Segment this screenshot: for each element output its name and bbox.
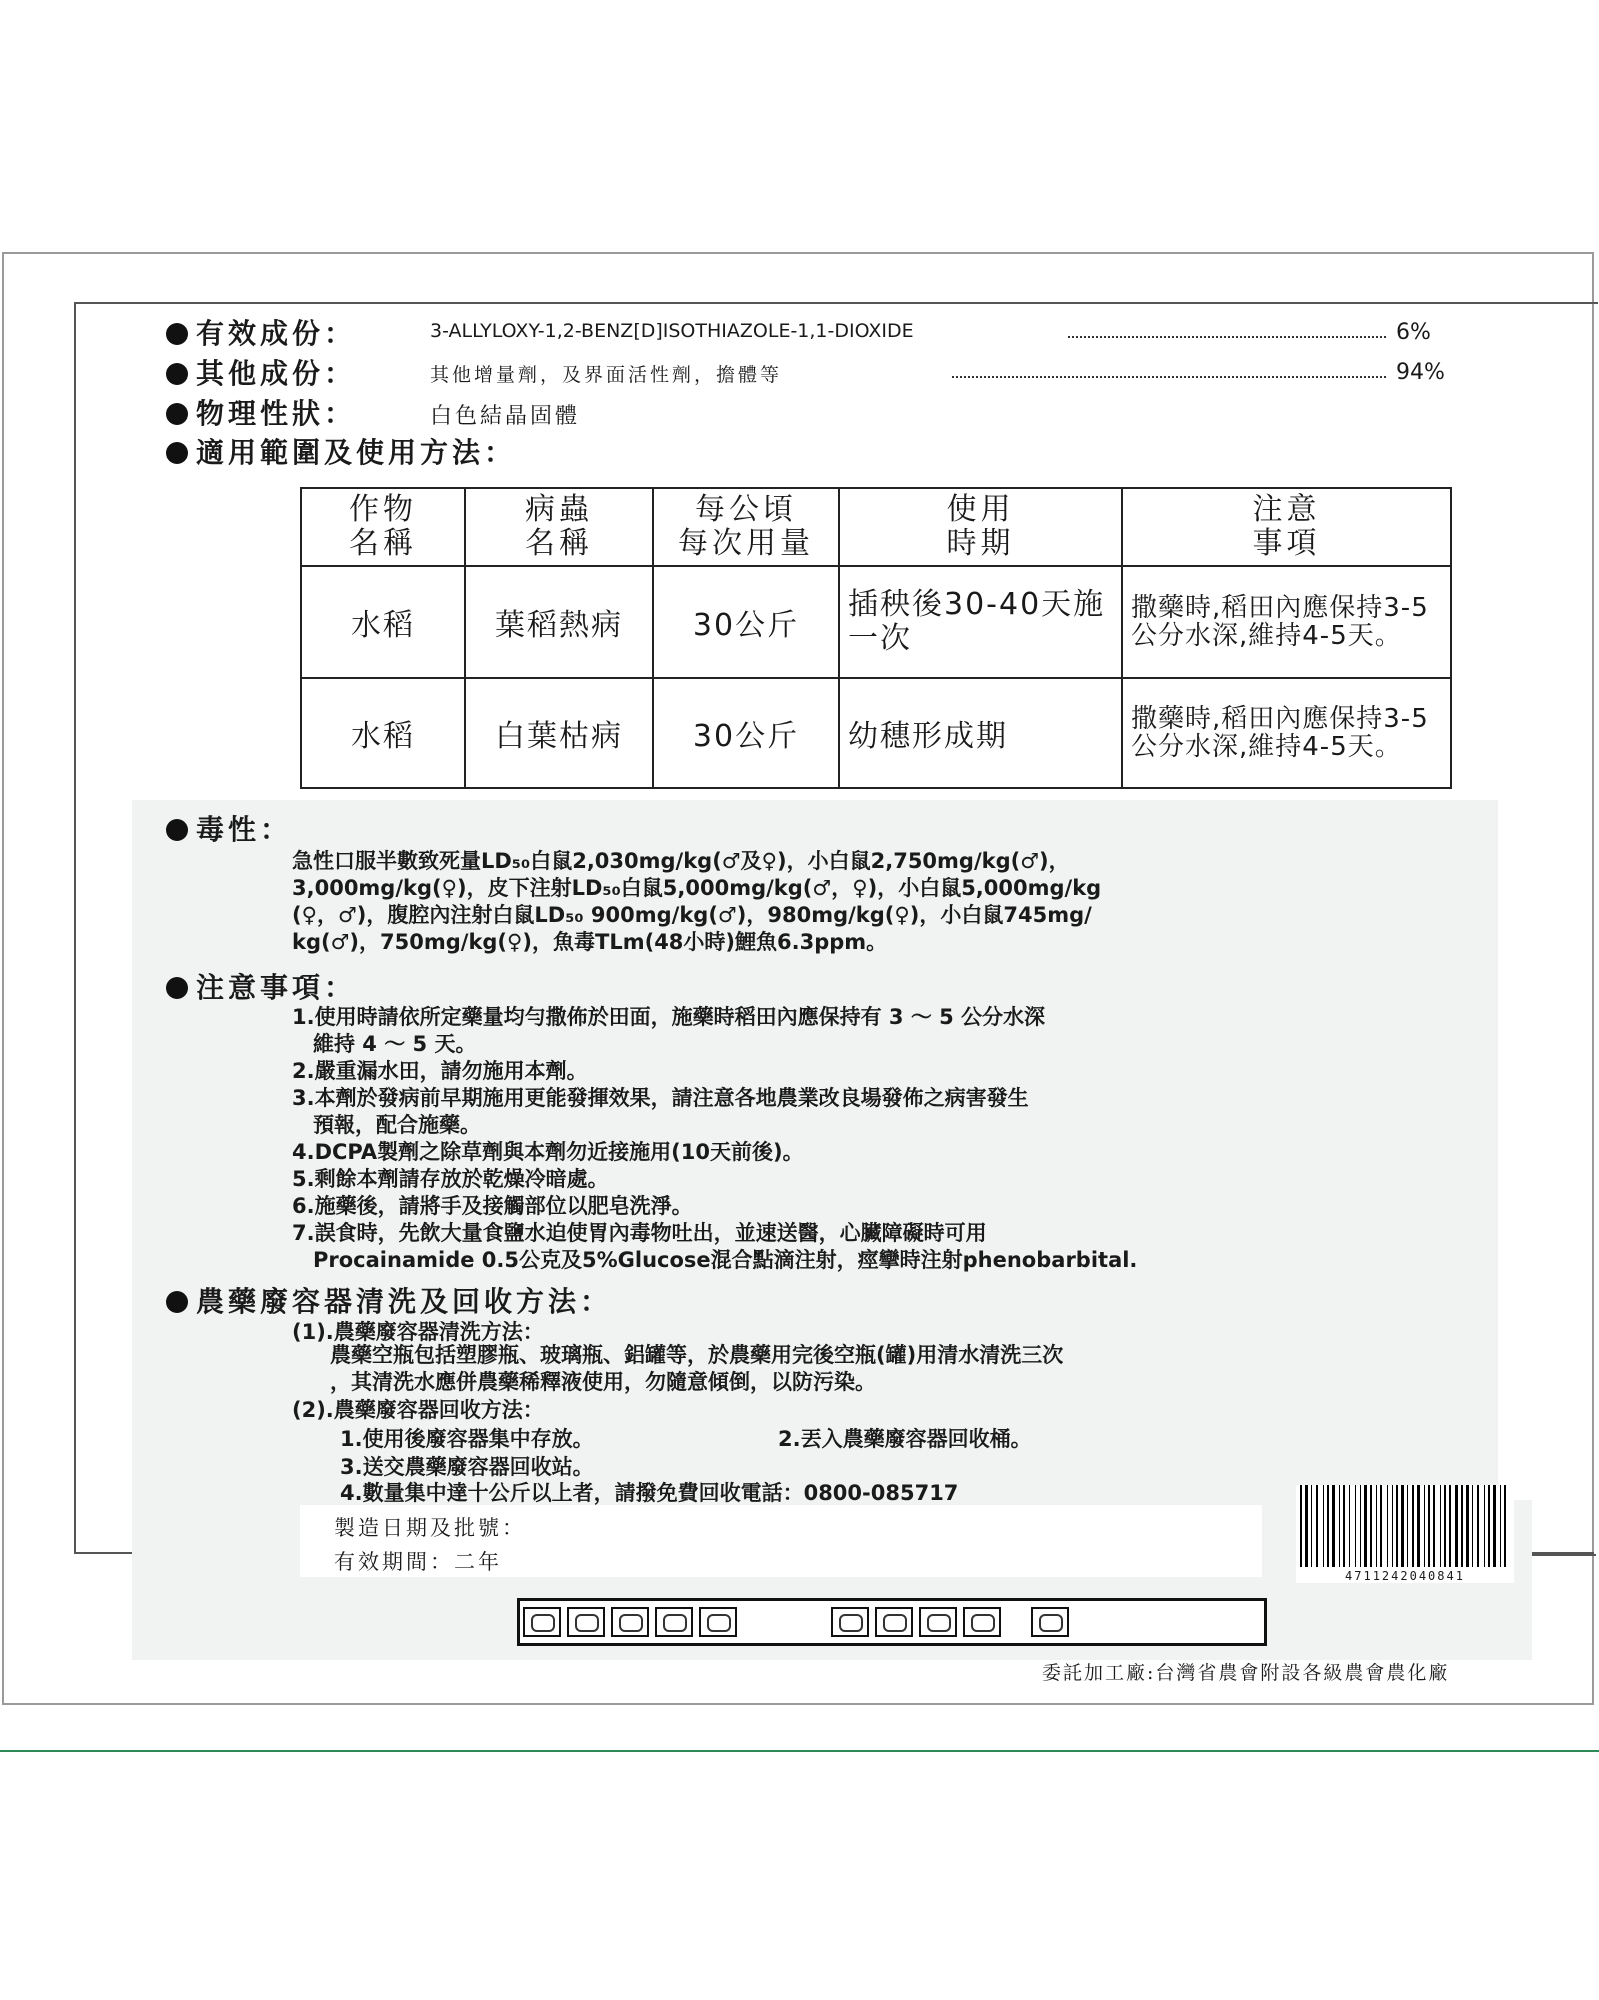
barcode-bar <box>1504 1485 1506 1567</box>
barcode-bar <box>1370 1485 1372 1567</box>
barcode-bar <box>1466 1485 1469 1567</box>
note-cell: 撒藥時,稻田內應保持3-5公分水深,維持4-5天。 <box>1122 566 1451 678</box>
list-item: 7.誤食時，先飲大量食鹽水迫使胃內毒物吐出，並速送醫，心臟障礙時可用 <box>292 1221 987 1245</box>
barcode-bar <box>1433 1485 1435 1567</box>
mask-icon <box>611 1607 649 1637</box>
barcode-bar <box>1484 1485 1485 1567</box>
bullet-icon <box>166 977 188 999</box>
spray-icon <box>655 1607 693 1637</box>
physical-state-value: 白色結晶固體 <box>430 404 581 429</box>
barcode-bar <box>1449 1485 1451 1567</box>
header-cell: 使用 時期 <box>839 488 1122 566</box>
barcode-bar <box>1500 1485 1501 1567</box>
timing-cell: 插秧後30-40天施一次 <box>839 566 1122 678</box>
physical-state-heading: 物理性狀： <box>166 392 356 432</box>
barcode-bar <box>1392 1485 1393 1567</box>
barcode-bar <box>1343 1485 1345 1567</box>
checkered-flag-icon <box>523 1607 561 1637</box>
usage-table <box>300 487 1452 789</box>
barcode-bar <box>1417 1485 1420 1567</box>
gloves-icon <box>567 1607 605 1637</box>
barcode-bar <box>1428 1485 1430 1567</box>
dose-cell: 30公斤 <box>653 566 839 678</box>
bullet-icon <box>166 1291 188 1313</box>
crop-cell: 水稻 <box>301 678 465 788</box>
barcode-bar <box>1387 1485 1388 1567</box>
disease-cell: 白葉枯病 <box>465 678 653 788</box>
manufacturer-footer: 委託加工廠:台灣省農會附設各級農會農化廠 <box>1042 1662 1450 1684</box>
validity-period: 有效期間：二年 <box>334 1550 502 1574</box>
disease-cell: 葉稻熱病 <box>465 566 653 678</box>
manufacture-date-label: 製造日期及批號： <box>334 1516 526 1540</box>
barcode-bar <box>1339 1485 1340 1567</box>
barcode-bar <box>1311 1485 1312 1567</box>
bullet-icon <box>166 403 188 425</box>
barcode-bar <box>1364 1485 1367 1567</box>
barcode-bar <box>1396 1485 1398 1567</box>
usage-heading: 適用範圍及使用方法： <box>166 431 516 471</box>
other-ingredient-heading: 其他成份： <box>166 352 356 392</box>
other-ingredient-value: 其他增量劑，及界面活性劑，擔體等 <box>430 364 783 386</box>
toxicity-heading: 毒性： <box>166 808 292 848</box>
mask-icon <box>919 1607 957 1637</box>
barcode-bar <box>1424 1485 1425 1567</box>
header-cell: 注意 事項 <box>1122 488 1451 566</box>
barcode-bar <box>1305 1485 1308 1567</box>
barcode-bar <box>1472 1485 1473 1567</box>
toxicity-text: 急性口服半數致死量LD₅₀白鼠2,030mg/kg(♂及♀)，小白鼠2,750mg/kg(♂)， 3,000mg/kg(♀)，皮下注射LD₅₀白鼠5,000mg/kg(♂，♀)，小白鼠5,000mg/kg (♀，♂)，腹腔內注射白鼠LD₅₀ 900mg/kg(♂)，980mg/kg(♀)，小白鼠745mg/ kg(♂)，750mg/kg(♀)，魚毒TLm(48小時)鯉魚6.3ppm。 <box>292 849 1102 954</box>
barcode-bar <box>1360 1485 1361 1567</box>
table-row <box>301 678 1451 788</box>
timing-cell: 幼穗形成期 <box>839 678 1122 788</box>
barcode-bar <box>1316 1485 1318 1567</box>
person-washing-icon <box>831 1607 869 1637</box>
barcode-bar <box>1493 1485 1496 1567</box>
pump-icon <box>699 1607 737 1637</box>
recycling-item: 2.丟入農藥廢容器回收桶。 <box>778 1427 1032 1451</box>
precautions-list <box>292 1004 1137 1274</box>
recycling-method1-text: 農藥空瓶包括塑膠瓶、玻璃瓶、鋁罐等，於農藥用完後空瓶(罐)用清水清洗三次 ，其清洗水應併農藥稀釋液使用，勿隨意傾倒，以防污染。 <box>330 1343 1064 1394</box>
bullet-icon <box>166 819 188 841</box>
spray-icon <box>875 1607 913 1637</box>
bullet-icon <box>166 323 188 345</box>
precautions-heading: 注意事項： <box>166 966 356 1006</box>
bullet-icon <box>166 363 188 385</box>
green-rule <box>0 1750 1599 1752</box>
barcode-bar <box>1349 1485 1350 1567</box>
barcode <box>1296 1485 1514 1583</box>
barcode-bar <box>1401 1485 1404 1567</box>
list-item: 1.使用時請依所定藥量均勻撒佈於田面，施藥時稻田內應保持有 3 ～ 5 公分水深 <box>292 1005 1046 1029</box>
list-item: 預報，配合施藥。 <box>292 1113 481 1137</box>
crop-cell: 水稻 <box>301 566 465 678</box>
list-item: 2.嚴重漏水田，請勿施用本劑。 <box>292 1059 588 1083</box>
list-item: 6.施藥後，請將手及接觸部位以肥皂洗淨。 <box>292 1194 693 1218</box>
recycling-item: 4.數量集中達十公斤以上者，請撥免費回收電話：0800-085717 <box>340 1481 959 1505</box>
header-cell: 作物 名稱 <box>301 488 465 566</box>
barcode-bar <box>1461 1485 1463 1567</box>
barcode-bar <box>1300 1485 1302 1567</box>
leader-dots <box>1068 336 1386 338</box>
barcode-digits: 4711242040841 <box>1345 1569 1465 1583</box>
barcode-bar <box>1327 1485 1329 1567</box>
note-cell: 撒藥時,稻田內應保持3-5公分水深,維持4-5天。 <box>1122 678 1451 788</box>
active-ingredient-percent: 6% <box>1396 320 1431 345</box>
frame-tick <box>1570 302 1598 304</box>
barcode-bar <box>1488 1485 1490 1567</box>
barcode-bar <box>1323 1485 1324 1567</box>
list-item: 4.DCPA製劑之除草劑與本劑勿近接施用(10天前後)。 <box>292 1140 804 1164</box>
leader-dots <box>952 376 1386 378</box>
barcode-bar <box>1412 1485 1414 1567</box>
active-ingredient-heading: 有效成份： <box>166 312 356 352</box>
barcode-bar <box>1477 1485 1479 1567</box>
recycling-item: 3.送交農藥廢容器回收站。 <box>340 1455 594 1479</box>
safety-pictogram-strip <box>517 1598 1267 1646</box>
dose-cell: 30公斤 <box>653 678 839 788</box>
frame-tick <box>1532 1554 1596 1556</box>
table-row <box>301 566 1451 678</box>
gloves-icon <box>963 1607 1001 1637</box>
header-cell: 每公頃 每次用量 <box>653 488 839 566</box>
barcode-bar <box>1355 1485 1356 1567</box>
header-cell: 病蟲 名稱 <box>465 488 653 566</box>
recycling-method2-title: (2).農藥廢容器回收方法： <box>292 1398 544 1422</box>
barcode-bar <box>1376 1485 1377 1567</box>
bullet-icon <box>166 442 188 464</box>
list-item: 維持 4 ～ 5 天。 <box>292 1032 477 1056</box>
list-item: 5.剩餘本劑請存放於乾燥冷暗處。 <box>292 1167 609 1191</box>
barcode-bar <box>1380 1485 1382 1567</box>
barcode-bar <box>1440 1485 1441 1567</box>
boots-icon <box>1031 1607 1069 1637</box>
barcode-bar <box>1407 1485 1408 1567</box>
recycling-method1-title: (1).農藥廢容器清洗方法： <box>292 1320 544 1344</box>
recycling-item: 1.使用後廢容器集中存放。 <box>340 1427 594 1451</box>
other-ingredient-percent: 94% <box>1396 360 1445 385</box>
list-item: 3.本劑於發病前早期施用更能發揮效果，請注意各地農業改良場發佈之病害發生 <box>292 1086 1029 1110</box>
barcode-bar <box>1444 1485 1446 1567</box>
list-item: Procainamide 0.5公克及5%Glucose混合點滴注射，痙攣時注射phenobarbital. <box>292 1248 1138 1272</box>
active-ingredient-value: 3-ALLYLOXY-1,2-BENZ[D]ISOTHIAZOLE-1,1-DIOXIDE <box>430 320 914 342</box>
recycling-heading: 農藥廢容器清洗及回收方法： <box>166 1280 612 1320</box>
barcode-bar <box>1455 1485 1458 1567</box>
table-header-row <box>301 488 1451 566</box>
barcode-bar <box>1332 1485 1335 1567</box>
